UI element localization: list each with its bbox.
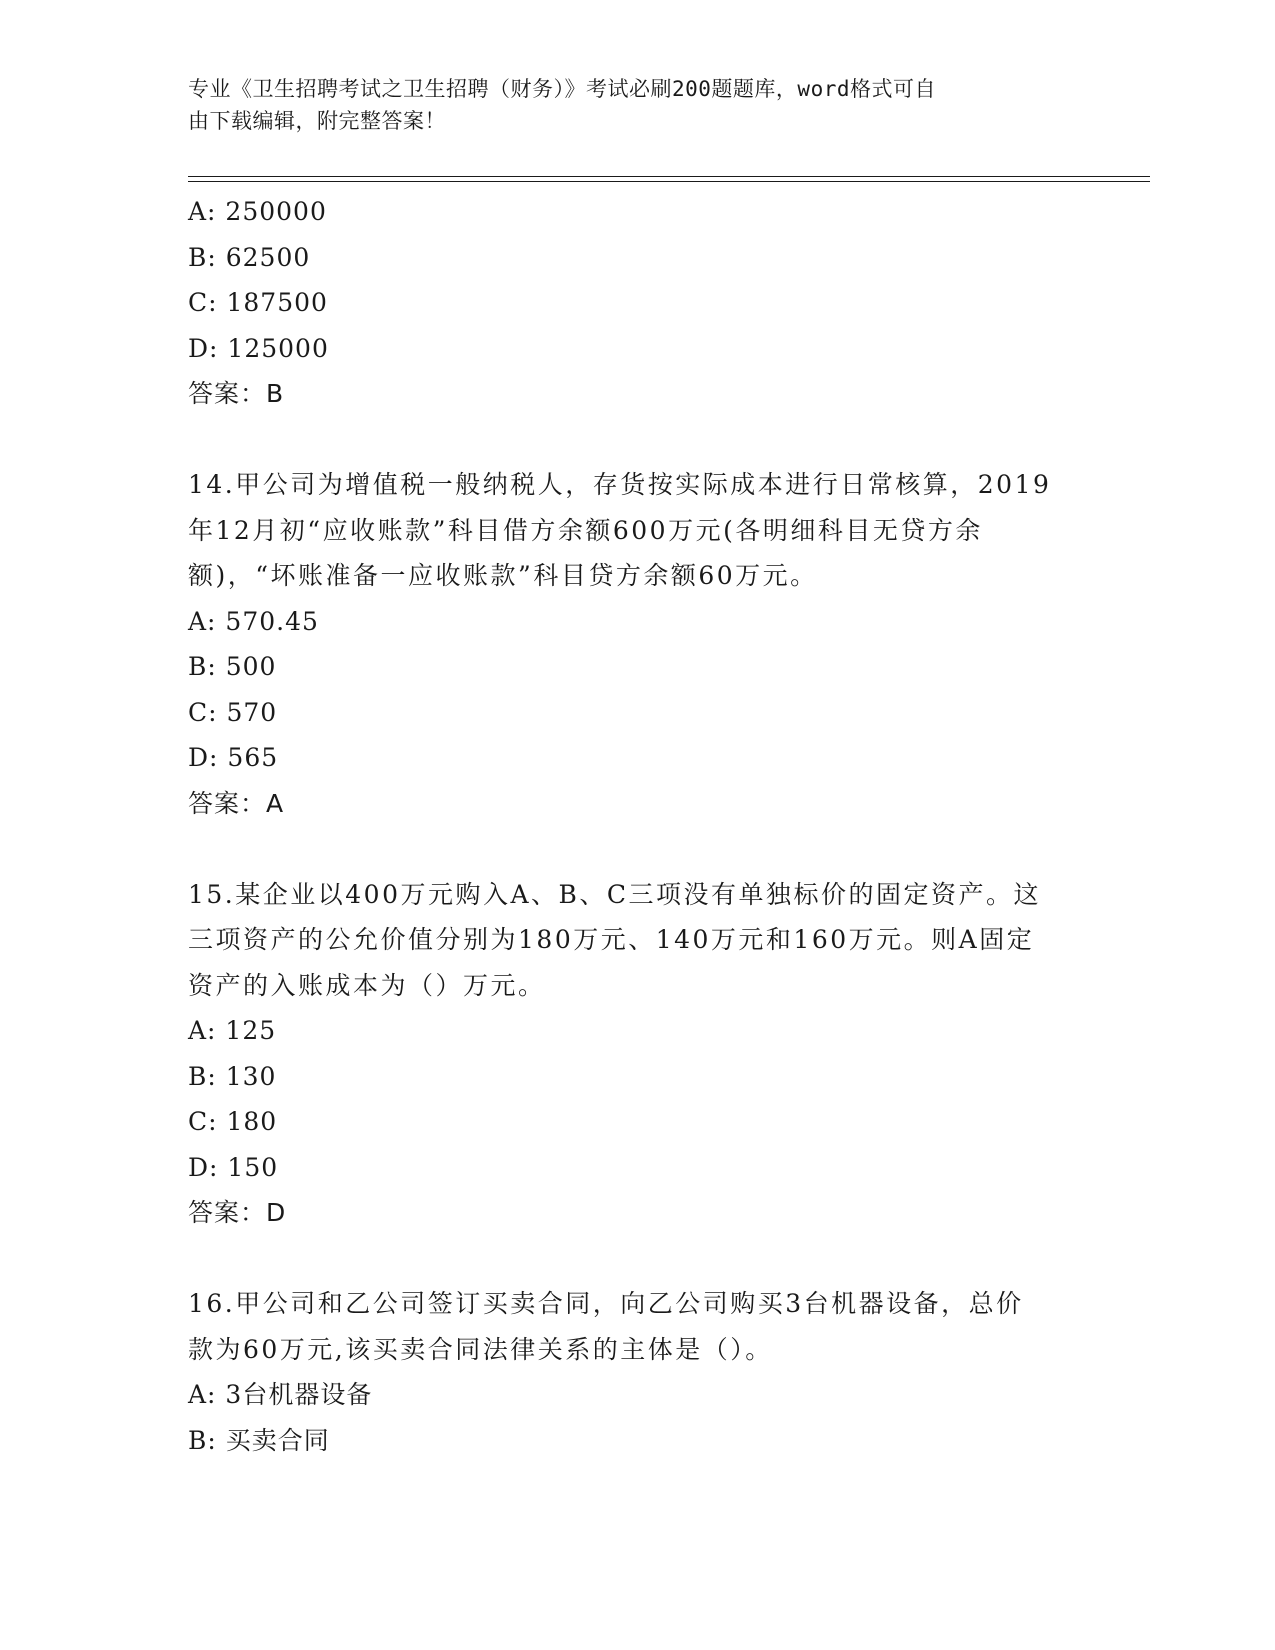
header-divider-top xyxy=(188,176,1150,177)
stem-line: 额)，“坏账准备一应收账款”科目贷方余额60万元。 xyxy=(188,561,818,590)
question-block-15 xyxy=(188,872,1088,1236)
question-stem xyxy=(188,872,1088,1009)
stem-line: 资产的入账成本为（）万元。 xyxy=(188,970,546,1000)
option-d: D: 150 xyxy=(188,1152,279,1182)
stem-line: 14.甲公司为增值税一般纳税人，存货按实际成本进行日常核算，2019 xyxy=(188,470,1052,499)
question-stem xyxy=(188,1281,1088,1372)
stem-line: 16.甲公司和乙公司签订买卖合同，向乙公司购买3台机器设备，总价 xyxy=(188,1289,1024,1318)
option-d: D: 565 xyxy=(188,743,279,772)
spacer xyxy=(188,417,1088,463)
question-content xyxy=(188,189,1088,1463)
question-block-13 xyxy=(188,189,1088,417)
option-b: B: 买卖合同 xyxy=(188,1425,330,1455)
header-line-1: 专业《卫生招聘考试之卫生招聘（财务）》考试必刷200题题库，word格式可自 xyxy=(188,77,936,101)
option-b: B: 62500 xyxy=(188,242,311,272)
spacer xyxy=(188,826,1088,872)
header-line-2: 由下载编辑，附完整答案！ xyxy=(188,109,446,133)
option-a: A: 250000 xyxy=(188,197,327,226)
option-c: C: 570 xyxy=(188,697,278,727)
answer-label: 答案：D xyxy=(188,1198,287,1227)
option-b: B: 130 xyxy=(188,1061,277,1091)
document-header xyxy=(188,73,1068,137)
question-block-14 xyxy=(188,462,1088,826)
option-c: C: 180 xyxy=(188,1107,278,1136)
question-stem xyxy=(188,462,1088,599)
header-divider-bottom xyxy=(188,181,1150,182)
option-d: D: 125000 xyxy=(188,333,329,363)
stem-line: 年12月初“应收账款”科目借方余额600万元(各明细科目无贷方余 xyxy=(188,515,983,545)
option-a: A: 125 xyxy=(188,1016,277,1045)
option-a: A: 3台机器设备 xyxy=(188,1380,373,1409)
stem-line: 款为60万元,该买卖合同法律关系的主体是（）。 xyxy=(188,1334,773,1364)
answer-label: 答案：B xyxy=(188,379,285,408)
question-block-16 xyxy=(188,1281,1088,1463)
option-b: B: 500 xyxy=(188,652,277,681)
answer-label: 答案：A xyxy=(188,788,285,818)
spacer xyxy=(188,1236,1088,1282)
stem-line: 15.某企业以400万元购入A、B、C三项没有单独标价的固定资产。这 xyxy=(188,879,1042,909)
option-a: A: 570.45 xyxy=(188,606,319,636)
option-c: C: 187500 xyxy=(188,288,328,317)
stem-line: 三项资产的公允价值分别为180万元、140万元和160万元。则A固定 xyxy=(188,925,1035,954)
